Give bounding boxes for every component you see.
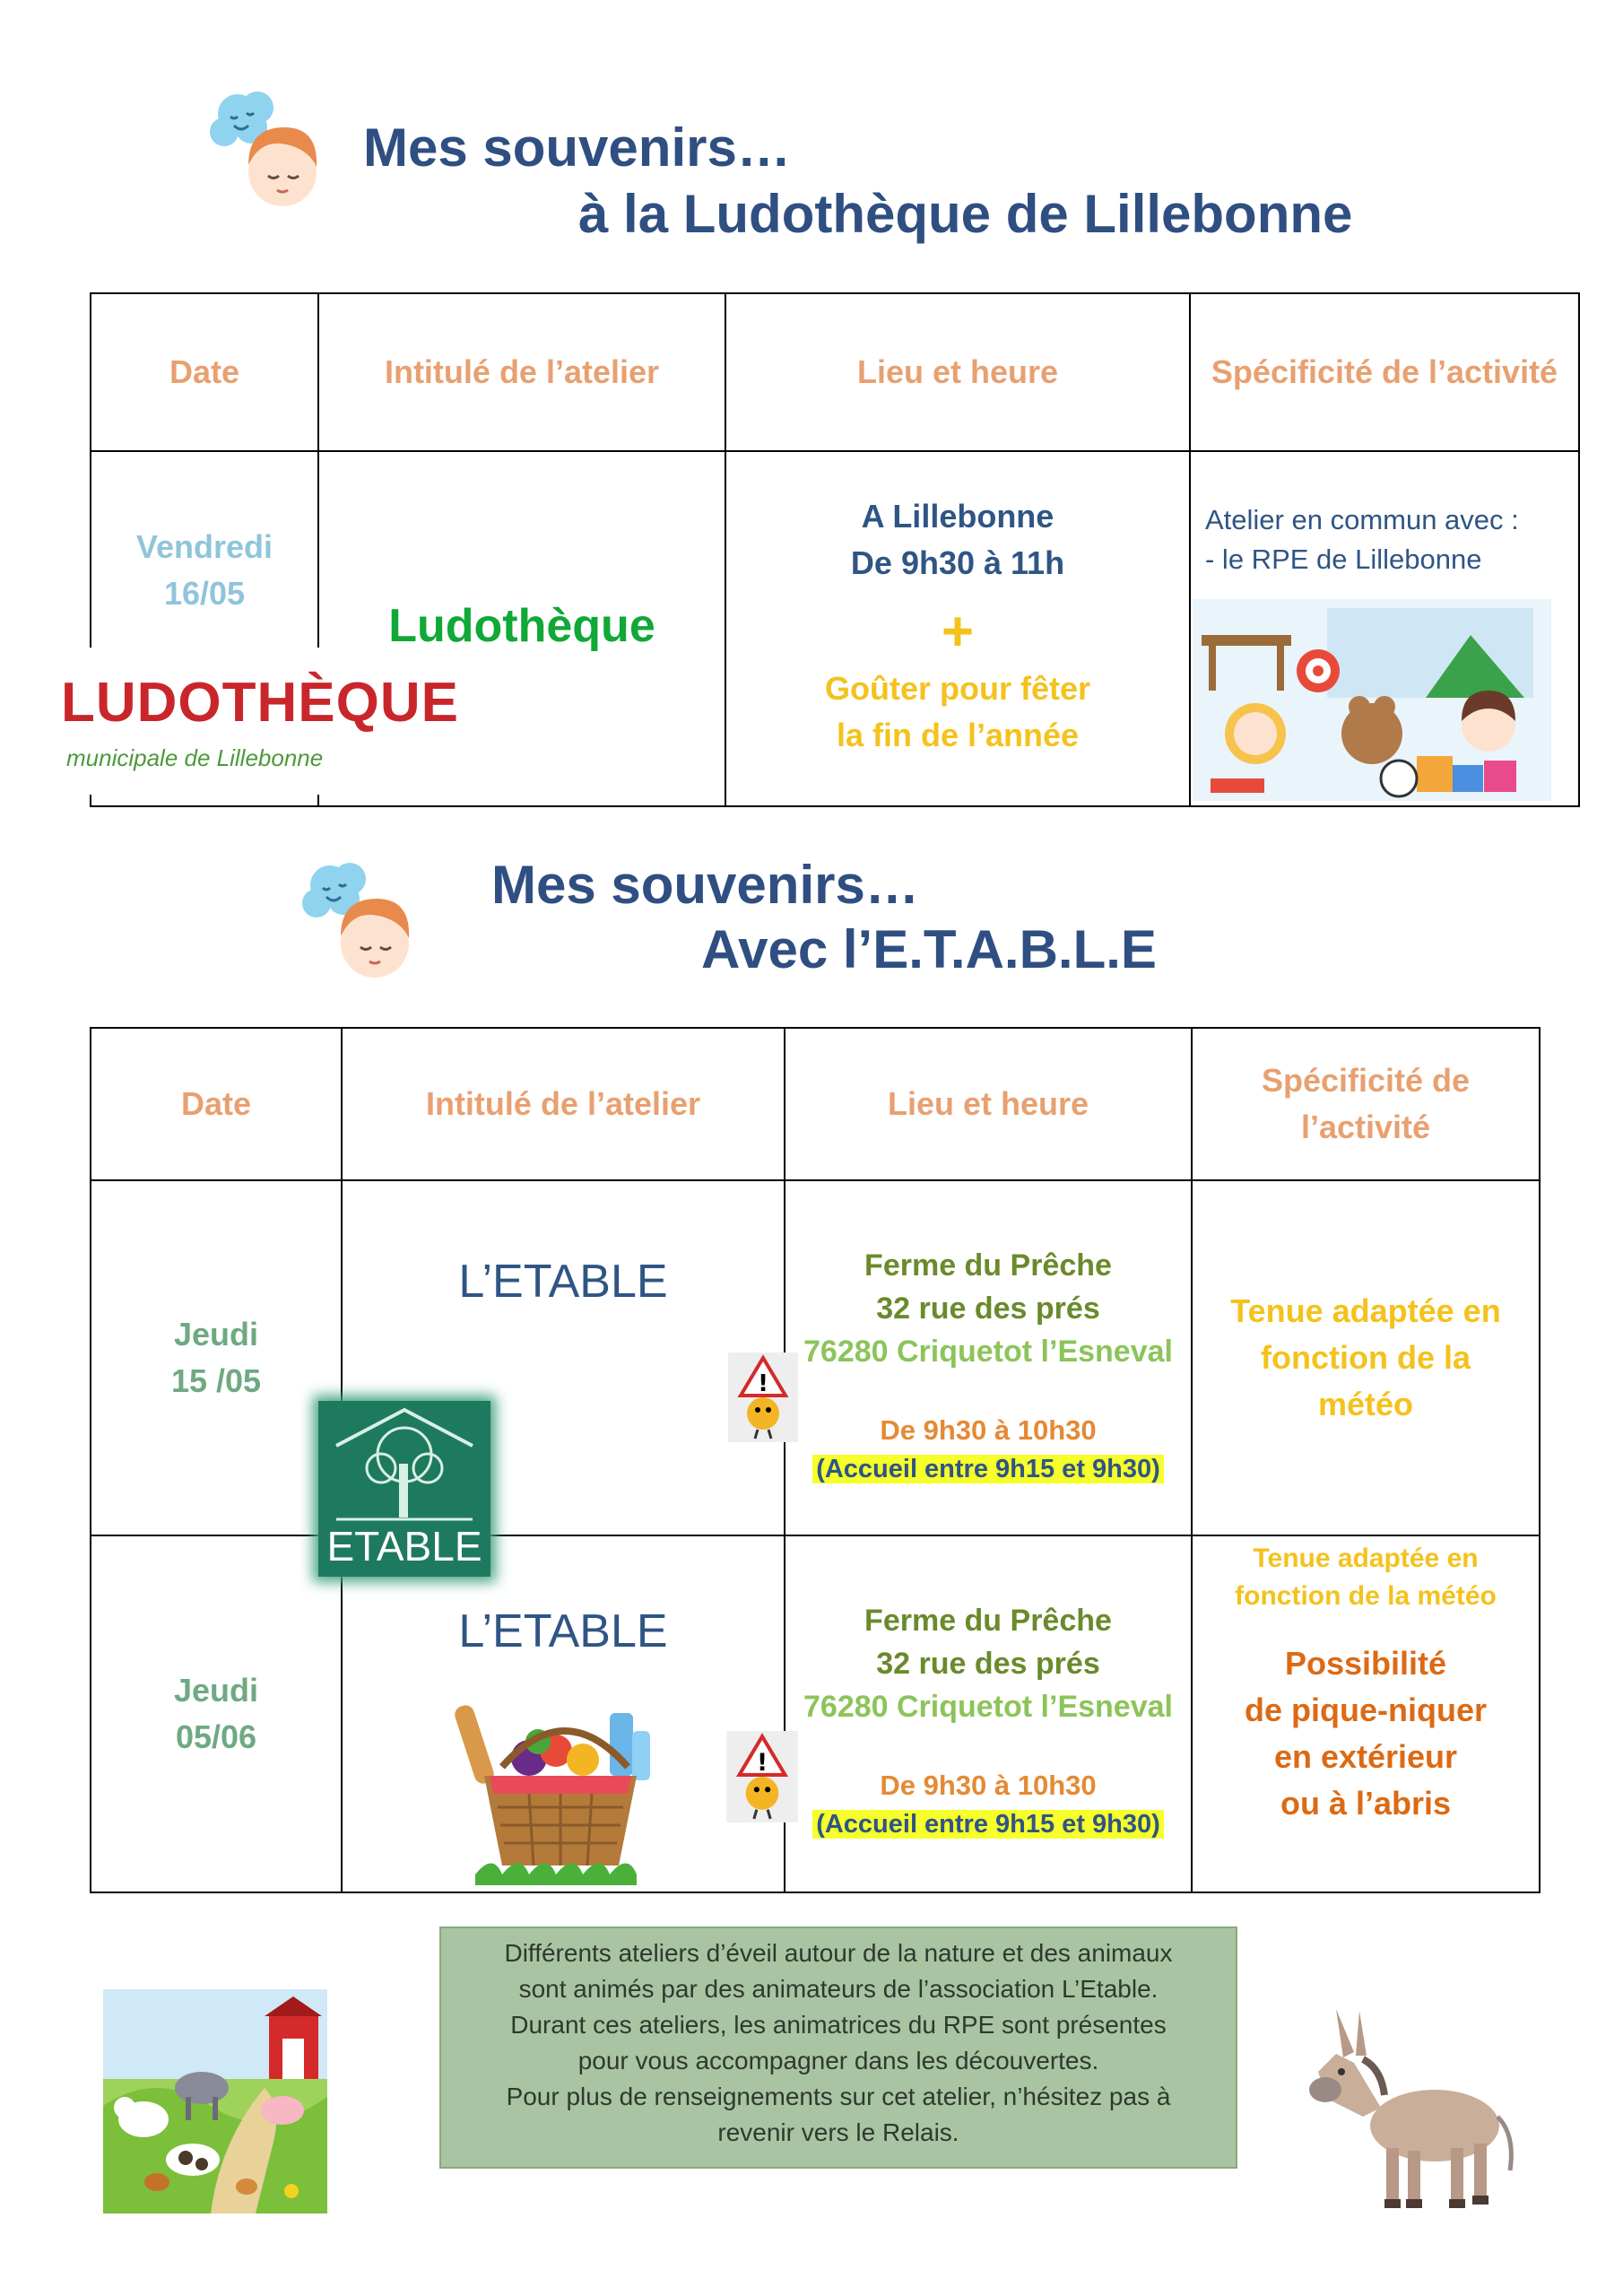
ludotheque-logo xyxy=(54,648,459,795)
ludotheque-logo-word: LUDOTHÈQUE xyxy=(61,672,459,734)
tree-icon xyxy=(318,1401,490,1526)
date-cell xyxy=(91,1535,342,1892)
atelier-name: Ludothèque xyxy=(388,600,655,652)
info-line5: Pour plus de renseignements sur cet atelier, n’hésitez pas à xyxy=(506,2083,1171,2110)
lieu-cell xyxy=(785,1180,1192,1535)
dreaming-child-icon xyxy=(202,83,327,217)
horaire: De 9h30 à 10h30 xyxy=(880,1770,1097,1801)
toys-scene-icon xyxy=(1193,599,1551,801)
table-row xyxy=(91,1535,1540,1892)
donkey-icon xyxy=(1300,2000,1524,2215)
spec-small-line2: fonction de la météo xyxy=(1235,1581,1497,1611)
header-specificite: Spécificité de l’activité xyxy=(1190,293,1579,451)
spec-bold-line2: de pique-niquer xyxy=(1245,1692,1487,1728)
date-number: 16/05 xyxy=(163,575,246,612)
spec-bold-line1: Possibilité xyxy=(1284,1645,1447,1682)
table-row xyxy=(91,1180,1540,1535)
lieu-time: De 9h30 à 11h xyxy=(850,544,1065,581)
header-date-2: Date xyxy=(91,1028,342,1180)
dreaming-child-icon-2 xyxy=(294,854,420,988)
picnic-basket-icon xyxy=(448,1695,664,1888)
atelier-name: L’ETABLE xyxy=(458,1605,668,1657)
lieu-farm: Ferme du Prêche xyxy=(864,1604,1112,1638)
section2-title-line2: Avec l’E.T.A.B.L.E xyxy=(701,919,1157,979)
header-lieu-2: Lieu et heure xyxy=(785,1028,1192,1180)
section1-title-line1: Mes souvenirs… xyxy=(363,117,791,178)
date-number: 05/06 xyxy=(175,1718,257,1755)
info-box xyxy=(439,1926,1237,2169)
spec-bold-line4: ou à l’abris xyxy=(1280,1785,1452,1822)
etable-logo-word: ETABLE xyxy=(326,1523,482,1570)
farm-scene-icon xyxy=(103,1989,327,2213)
svg-text:!: ! xyxy=(756,1748,768,1777)
info-line2: sont animés par des animateurs de l’association L’Etable. xyxy=(518,1975,1159,2003)
lieu-cell xyxy=(785,1535,1192,1892)
atelier-name: L’ETABLE xyxy=(458,1256,668,1308)
section2-title-line1: Mes souvenirs… xyxy=(491,855,919,915)
spec-bold-line3: en extérieur xyxy=(1273,1738,1458,1775)
header-lieu: Lieu et heure xyxy=(725,293,1190,451)
gouter-line1: Goûter pour fêter xyxy=(824,670,1090,707)
specificite-cell xyxy=(1192,1180,1540,1535)
spec-line2: - le RPE de Lillebonne xyxy=(1205,544,1482,575)
etable-logo xyxy=(318,1401,490,1577)
date-day: Jeudi xyxy=(173,1316,259,1352)
lieu-city: 76280 Criquetot l’Esneval xyxy=(803,1690,1173,1724)
header-atelier-2: Intitulé de l’atelier xyxy=(342,1028,785,1180)
header-specificite-2: Spécificité de l’activité xyxy=(1192,1028,1540,1180)
lieu-city: 76280 Criquetot l’Esneval xyxy=(803,1335,1173,1369)
etable-table xyxy=(90,1027,1541,1893)
warning-bird-icon-2 xyxy=(726,1731,798,1822)
svg-text:!: ! xyxy=(758,1370,768,1397)
spec-small-line1: Tenue adaptée en xyxy=(1253,1544,1479,1573)
info-line1: Différents ateliers d’éveil autour de la nature et des animaux xyxy=(504,1939,1173,1967)
specificite-cell xyxy=(1192,1535,1540,1892)
spec-line2: fonction de la xyxy=(1261,1339,1471,1376)
header-atelier: Intitulé de l’atelier xyxy=(318,293,725,451)
spec-line1: Tenue adaptée en xyxy=(1230,1292,1501,1329)
gouter-line2: la fin de l’année xyxy=(836,717,1080,753)
spec-line3: météo xyxy=(1317,1386,1414,1422)
date-cell xyxy=(91,1180,342,1535)
info-line4: pour vous accompagner dans les découvertes. xyxy=(577,2047,1099,2074)
date-day: Jeudi xyxy=(173,1672,259,1709)
warning-bird-icon xyxy=(728,1352,798,1442)
lieu-farm: Ferme du Prêche xyxy=(864,1248,1112,1283)
info-line6: revenir vers le Relais. xyxy=(717,2118,959,2146)
section1-title-line2: à la Ludothèque de Lillebonne xyxy=(578,184,1353,244)
horaire: De 9h30 à 10h30 xyxy=(880,1414,1097,1446)
lieu-street: 32 rue des prés xyxy=(876,1292,1100,1326)
accueil: (Accueil entre 9h15 et 9h30) xyxy=(812,1810,1164,1839)
info-line3: Durant ces ateliers, les animatrices du RPE sont présentes xyxy=(510,2011,1167,2039)
plus-sign: + xyxy=(941,601,975,663)
spec-line1: Atelier en commun avec : xyxy=(1205,504,1519,535)
lieu-place: A Lillebonne xyxy=(861,498,1055,535)
accueil: (Accueil entre 9h15 et 9h30) xyxy=(812,1455,1164,1483)
ludotheque-logo-subtitle: municipale de Lillebonne xyxy=(66,744,324,771)
lieu-street: 32 rue des prés xyxy=(876,1647,1100,1681)
date-day: Vendredi xyxy=(135,528,273,565)
atelier-cell xyxy=(318,451,725,806)
header-date: Date xyxy=(91,293,318,451)
date-number: 15 /05 xyxy=(170,1362,262,1399)
lieu-cell xyxy=(725,451,1190,806)
